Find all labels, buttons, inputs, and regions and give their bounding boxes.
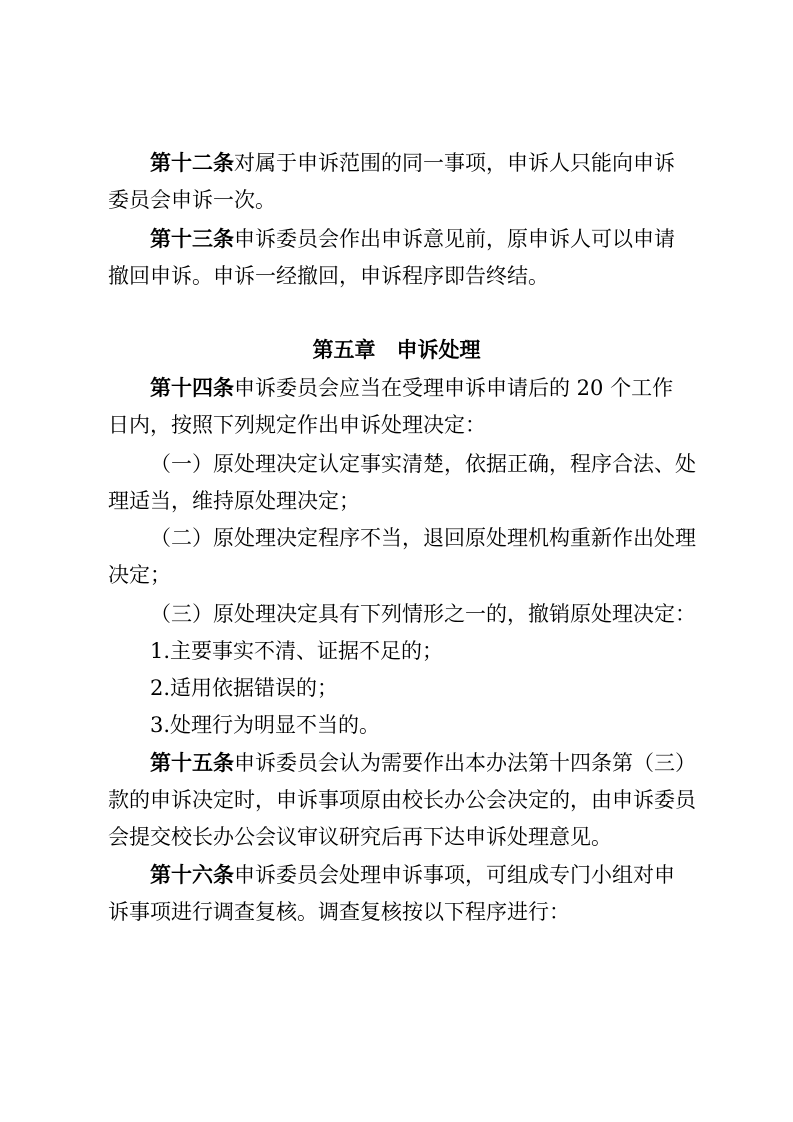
article-16-text-2: 诉事项进行调查复核。调查复核按以下程序进行： [108, 900, 570, 924]
article-13-line-2 [0, 259, 793, 293]
article-14-item-1-text-2: 理适当，维持原处理决定； [108, 489, 360, 513]
article-14-item-2-text-1: （二）原处理决定程序不当，退回原处理机构重新作出处理 [150, 526, 696, 550]
chapter-heading [0, 333, 793, 367]
article-12-label: 第十二条 [150, 150, 234, 175]
article-15-label: 第十五条 [150, 750, 234, 775]
article-16-line-1 [0, 858, 793, 892]
article-13-line-1 [0, 222, 793, 256]
article-14-sub-item-3 [0, 708, 793, 742]
article-12-text-1: 对属于申诉范围的同一事项，申诉人只能向申诉 [234, 151, 675, 175]
article-14-item-2-line-1 [0, 521, 793, 555]
article-14-text-2: 日内，按照下列规定作出申诉处理决定： [108, 413, 486, 437]
article-14-label: 第十四条 [150, 375, 234, 400]
article-12-line-2 [0, 183, 793, 217]
article-16-text-1: 申诉委员会处理申诉事项，可组成专门小组对申 [234, 863, 675, 887]
article-14-sub-3-text: 3.处理行为明显不当的。 [150, 713, 381, 737]
article-13-text-2: 撤回申诉。申诉一经撤回，申诉程序即告终结。 [108, 264, 549, 288]
article-14-sub-1-text: 1.主要事实不清、证据不足的； [150, 639, 444, 663]
article-15-text-2: 款的申诉决定时，申诉事项原由校长办公会决定的，由申诉委员 [108, 788, 696, 812]
article-14-item-2-text-2: 决定； [108, 563, 171, 587]
article-14-line-1 [0, 371, 793, 405]
article-13-text-1: 申诉委员会作出申诉意见前，原申诉人可以申请 [234, 227, 675, 251]
article-15-text-3: 会提交校长办公会议审议研究后再下达申诉处理意见。 [108, 825, 612, 849]
article-14-item-3-line-1 [0, 597, 793, 631]
chapter-5-title: 第五章 申诉处理 [312, 337, 481, 362]
article-14-item-1-line-1 [0, 447, 793, 481]
article-12-text-2: 委员会申诉一次。 [108, 188, 276, 212]
article-14-item-3-text-1: （三）原处理决定具有下列情形之一的，撤销原处理决定： [150, 602, 696, 626]
article-15-line-3 [0, 820, 793, 854]
article-15-line-2 [0, 783, 793, 817]
article-16-line-2 [0, 895, 793, 929]
article-14-sub-item-1 [0, 634, 793, 668]
article-16-label: 第十六条 [150, 862, 234, 887]
article-14-line-2 [0, 408, 793, 442]
article-15-text-1: 申诉委员会认为需要作出本办法第十四条第（三） [234, 751, 696, 775]
article-14-item-2-line-2 [0, 558, 793, 592]
article-14-sub-2-text: 2.适用依据错误的； [150, 676, 339, 700]
article-12-line-1 [0, 146, 793, 180]
article-14-text-1: 申诉委员会应当在受理申诉申请后的 20 个工作 [234, 376, 674, 400]
article-13-label: 第十三条 [150, 226, 234, 251]
article-14-item-1-line-2 [0, 484, 793, 518]
article-15-line-1 [0, 746, 793, 780]
article-14-sub-item-2 [0, 671, 793, 705]
article-14-item-1-text-1: （一）原处理决定认定事实清楚，依据正确，程序合法、处 [150, 452, 696, 476]
